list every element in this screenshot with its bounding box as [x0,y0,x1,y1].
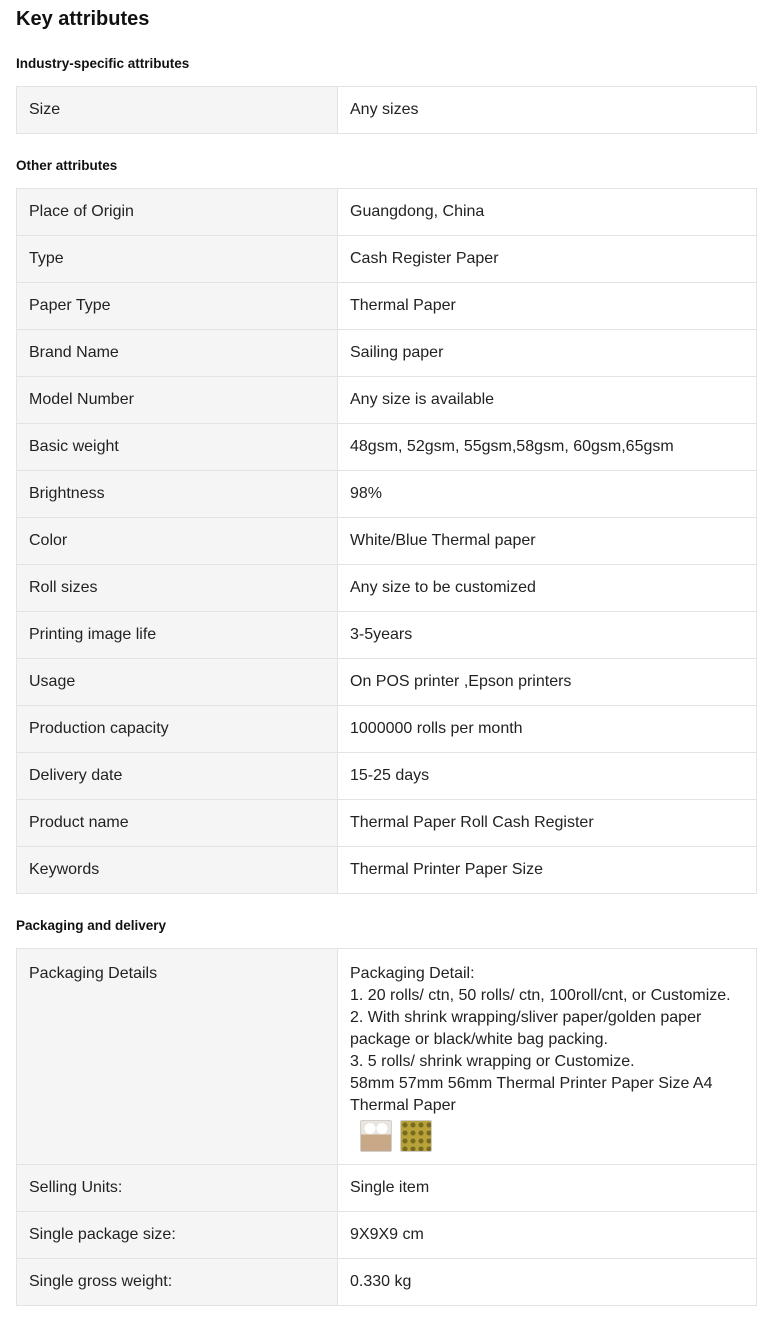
table-row [17,1165,757,1212]
attribute-value: 9X9X9 cm [338,1212,757,1259]
attribute-value: Cash Register Paper [338,236,757,283]
table-row [17,189,757,236]
table-row [17,330,757,377]
section-title-other: Other attributes [16,158,118,173]
attribute-key: Color [17,518,338,565]
table-row [17,612,757,659]
attribute-value: Any sizes [338,87,757,134]
attribute-key: Product name [17,800,338,847]
attribute-value: Any size is available [338,377,757,424]
attribute-key: Brightness [17,471,338,518]
packaging-detail-line: Packaging Detail: [350,965,475,982]
attribute-value: 0.330 kg [338,1259,757,1306]
page-title: Key attributes [16,8,150,30]
table-row [17,1259,757,1306]
paper-rolls-box-image[interactable] [360,1120,392,1152]
attribute-value: 1000000 rolls per month [338,706,757,753]
golden-rolls-image[interactable] [400,1120,432,1152]
table-row [17,283,757,330]
attribute-value: Thermal Paper Roll Cash Register [338,800,757,847]
attribute-value: White/Blue Thermal paper [338,518,757,565]
packaging-details-value [338,949,757,1165]
table-row [17,847,757,894]
attribute-key: Production capacity [17,706,338,753]
table-row [17,949,757,1165]
section-title-industry: Industry-specific attributes [16,56,190,71]
table-row [17,706,757,753]
attribute-key: Packaging Details [17,949,338,1165]
table-row [17,659,757,706]
table-row [17,471,757,518]
packaging-images [360,1120,744,1152]
packaging-detail-line: 2. With shrink wrapping/sliver paper/golden paper package or black/white bag packing. [350,1009,702,1048]
attribute-value: On POS printer ,Epson printers [338,659,757,706]
attribute-key: Roll sizes [17,565,338,612]
table-row [17,1212,757,1259]
attribute-key: Basic weight [17,424,338,471]
attribute-key: Brand Name [17,330,338,377]
attribute-key: Size [17,87,338,134]
table-row [17,800,757,847]
attribute-key: Single package size: [17,1212,338,1259]
attribute-key: Paper Type [17,283,338,330]
attribute-value: 98% [338,471,757,518]
attribute-key: Printing image life [17,612,338,659]
table-row [17,87,757,134]
attribute-key: Place of Origin [17,189,338,236]
attribute-value: Any size to be customized [338,565,757,612]
attribute-key: Single gross weight: [17,1259,338,1306]
table-row [17,565,757,612]
attribute-value: Sailing paper [338,330,757,377]
table-row [17,753,757,800]
packaging-detail-line: 1. 20 rolls/ ctn, 50 rolls/ ctn, 100roll/cnt, or Customize. [350,987,731,1004]
attribute-key: Type [17,236,338,283]
attribute-key: Delivery date [17,753,338,800]
attribute-key: Usage [17,659,338,706]
attribute-value: 3-5years [338,612,757,659]
attribute-value: Thermal Paper [338,283,757,330]
attribute-value: Single item [338,1165,757,1212]
table-row [17,236,757,283]
packaging-detail-line: 58mm 57mm 56mm Thermal Printer Paper Size A4 Thermal Paper [350,1075,713,1114]
other-attributes-table [16,188,757,894]
attribute-value: Thermal Printer Paper Size [338,847,757,894]
industry-attributes-table [16,86,757,134]
attribute-key: Selling Units: [17,1165,338,1212]
attribute-key: Keywords [17,847,338,894]
table-row [17,518,757,565]
attribute-value: 48gsm, 52gsm, 55gsm,58gsm, 60gsm,65gsm [338,424,757,471]
table-row [17,424,757,471]
attribute-value: 15-25 days [338,753,757,800]
packaging-table [16,948,757,1306]
section-title-packaging: Packaging and delivery [16,918,167,933]
table-row [17,377,757,424]
attribute-key: Model Number [17,377,338,424]
attribute-value: Guangdong, China [338,189,757,236]
packaging-detail-line: 3. 5 rolls/ shrink wrapping or Customize. [350,1053,635,1070]
